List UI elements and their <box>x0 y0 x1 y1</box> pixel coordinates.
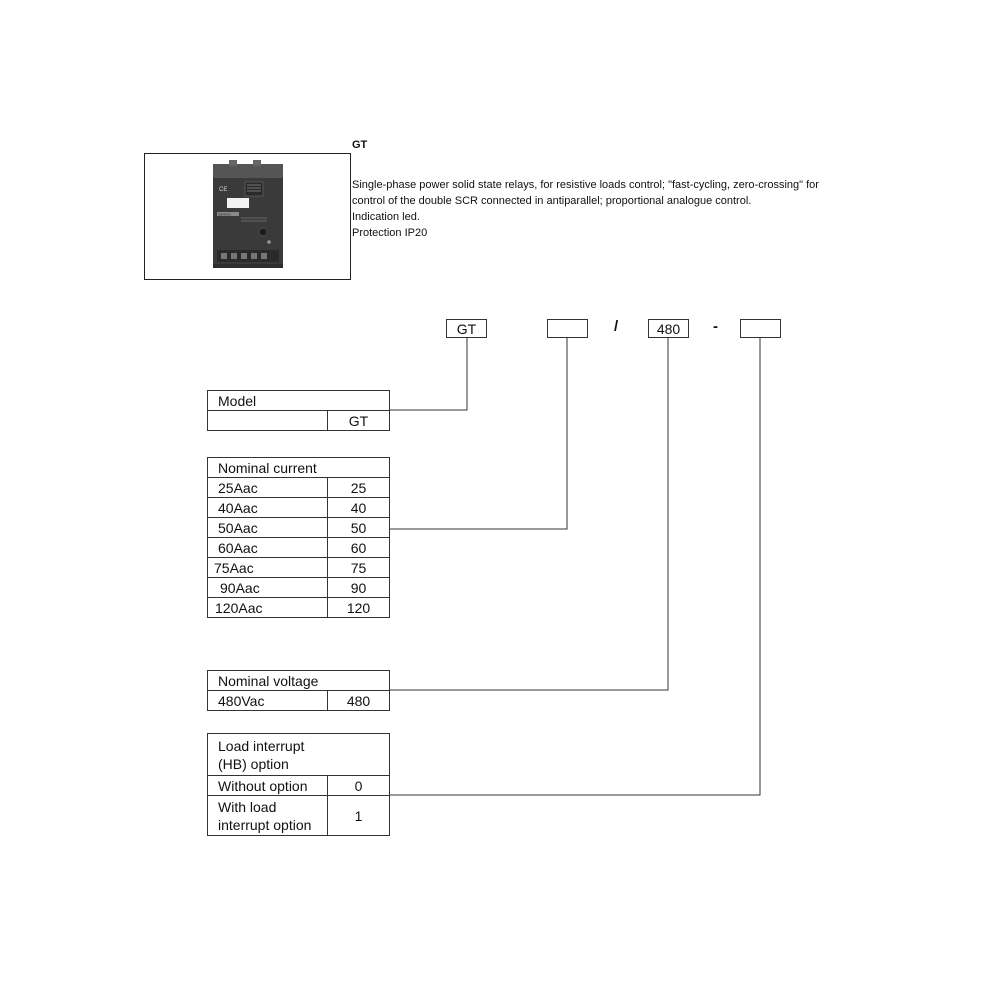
description-line-1: Single-phase power solid state relays, for resistive loads control; "fast-cycling, zero-crossing" for control of the double SCR connected in antiparallel; proportional analogue control. <box>352 179 819 207</box>
voltage-table <box>207 670 390 711</box>
model-row-code: GT <box>328 411 390 431</box>
hb-label-with-line-2: interrupt option <box>218 816 312 833</box>
description-line-2: Indication led. <box>352 211 420 223</box>
current-code-40: 40 <box>328 498 390 518</box>
code-slot-voltage: 480 <box>648 319 689 338</box>
hb-header-line-1: Load interrupt <box>218 737 305 754</box>
current-code-25: 25 <box>328 478 390 498</box>
current-label-75: 75Aac <box>208 558 328 578</box>
table-row <box>208 598 390 618</box>
current-code-75: 75 <box>328 558 390 578</box>
voltage-label-480: 480Vac <box>208 691 328 711</box>
description-line-3: Protection IP20 <box>352 227 428 239</box>
hb-header <box>208 734 390 776</box>
model-table <box>207 390 390 431</box>
table-row <box>208 411 390 431</box>
current-code-90: 90 <box>328 578 390 598</box>
current-label-60: 60Aac <box>208 538 328 558</box>
table-row <box>208 538 390 558</box>
ce-mark-text: CE <box>219 187 228 193</box>
current-code-50: 50 <box>328 518 390 538</box>
current-label-120: 120Aac <box>208 598 328 618</box>
table-row <box>208 796 390 836</box>
current-header: Nominal current <box>208 458 390 478</box>
table-row <box>208 578 390 598</box>
connector-hb-option <box>389 338 760 795</box>
code-slot-current <box>547 319 588 338</box>
voltage-header: Nominal voltage <box>208 671 390 691</box>
hb-label-with <box>208 796 328 836</box>
product-photo <box>144 153 351 280</box>
code-separator-slash: / <box>614 318 619 335</box>
code-slot-model: GT <box>446 319 487 338</box>
table-row <box>208 776 390 796</box>
hb-header-line-2: (HB) option <box>218 755 289 772</box>
hb-label-with-line-1: With load <box>218 798 277 815</box>
current-code-120: 120 <box>328 598 390 618</box>
connector-current <box>389 338 567 529</box>
product-title: GT <box>352 139 368 151</box>
current-label-90: 90Aac <box>208 578 328 598</box>
connector-voltage <box>389 338 668 690</box>
table-row <box>208 691 390 711</box>
hb-code-with: 1 <box>328 796 390 836</box>
product-description <box>352 177 842 241</box>
model-header: Model <box>208 391 390 411</box>
current-label-50: 50Aac <box>208 518 328 538</box>
current-label-25: 25Aac <box>208 478 328 498</box>
model-row-label <box>208 411 328 431</box>
brand-text: GEFRAN <box>218 212 231 217</box>
table-row <box>208 518 390 538</box>
current-table <box>207 457 390 618</box>
relay-device-image <box>145 154 350 279</box>
hb-option-table <box>207 733 390 836</box>
connector-model <box>389 338 467 410</box>
voltage-code-480: 480 <box>328 691 390 711</box>
table-row <box>208 498 390 518</box>
hb-code-without: 0 <box>328 776 390 796</box>
hb-label-without: Without option <box>208 776 328 796</box>
code-separator-dash: - <box>713 318 718 335</box>
code-slot-hb-option <box>740 319 781 338</box>
current-label-40: 40Aac <box>208 498 328 518</box>
table-row <box>208 478 390 498</box>
table-row <box>208 558 390 578</box>
current-code-60: 60 <box>328 538 390 558</box>
